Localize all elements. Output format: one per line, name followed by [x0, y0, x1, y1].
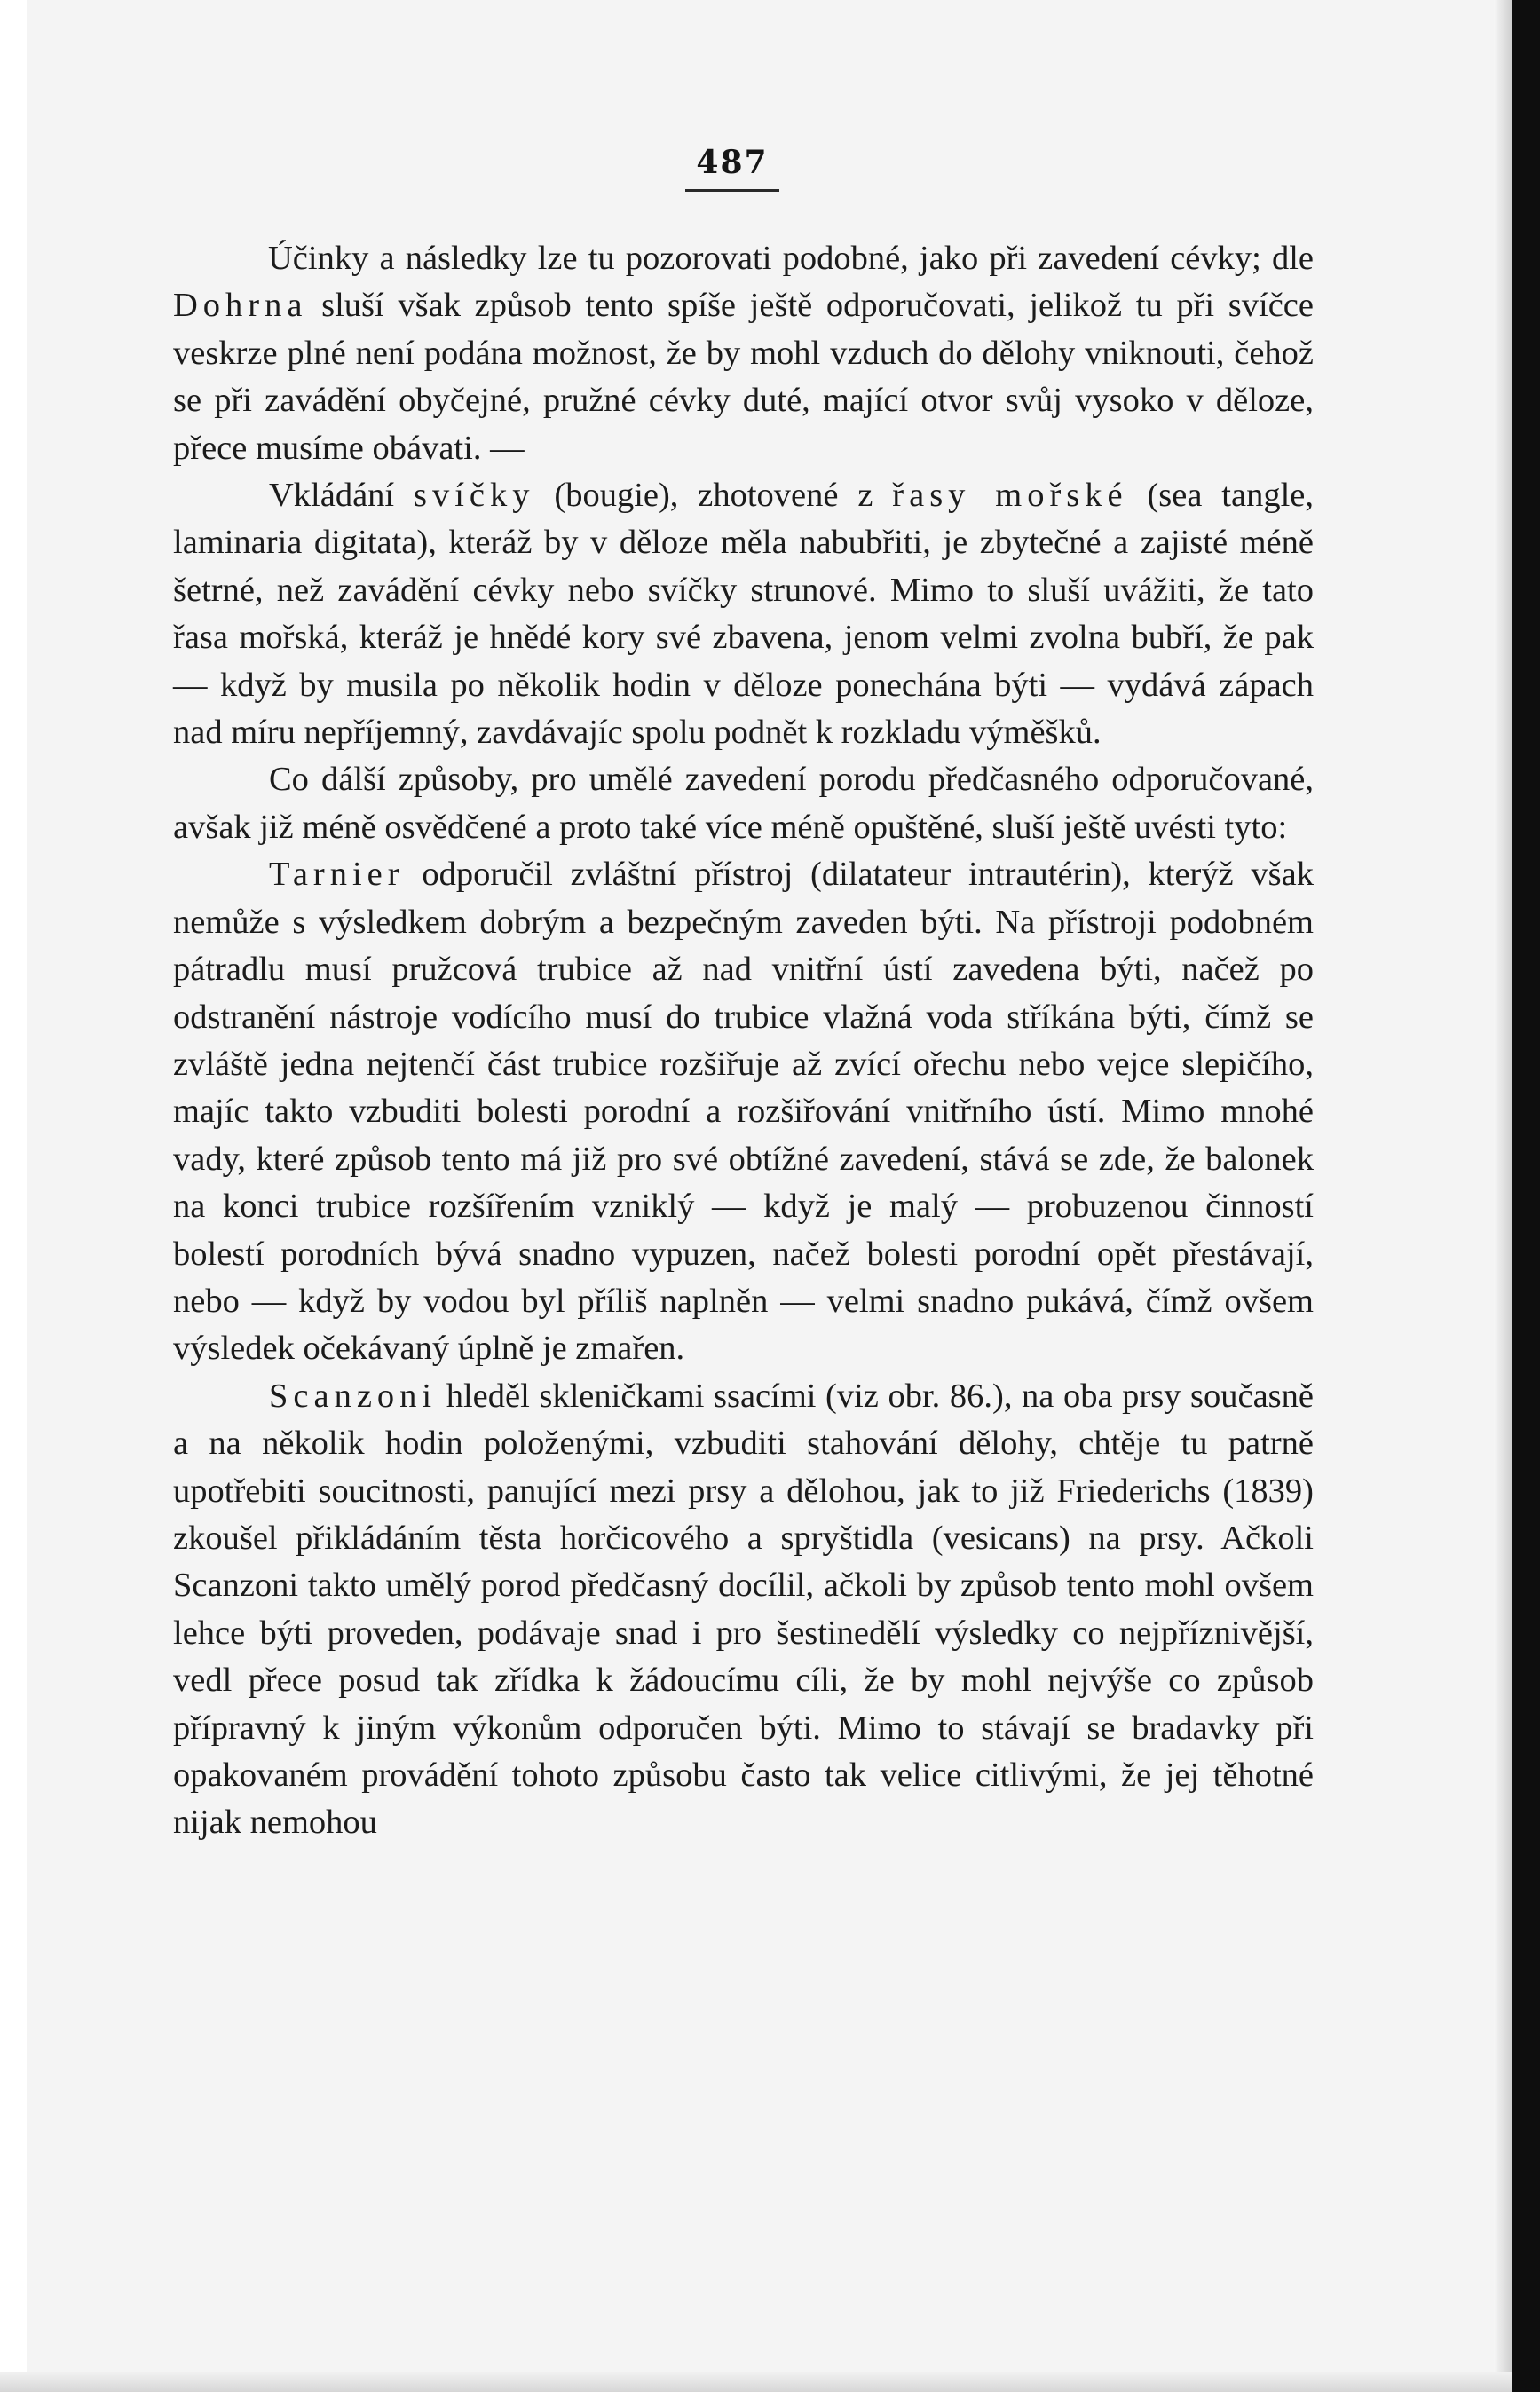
emphasis-svicky: svíčky: [413, 477, 535, 515]
text-segment: (sea tangle, laminaria digitata), kteráž by v děloze měla nabubřiti, je zbytečné a zajisté méně šetrné, než zavádění cévky nebo svíčky strunové. Mimo to sluší uvážiti, že tato řasa mořská, kteráž je hnědé kory své zbavena, jenom velmi zvolna bubří, že pak — když by musila po několik hodin v děloze ponechána býti — vydává zápach nad míru nepříjemný, zavdávajíc spolu podnět k rozkladu výměšků.: [173, 477, 1315, 752]
scan-left-margin: [0, 0, 27, 2392]
text-segment: Vkládání: [269, 477, 414, 515]
text-segment: Co dálší způsoby, pro umělé zavedení porodu předčasného odporučované, avšak již méně osvědčené a proto také více méně opuštěné, sluší ještě uvésti tyto:: [173, 761, 1314, 846]
text-segment: Účinky a následky lze tu pozorovati podobné, jako při zavedení cévky; dle: [268, 240, 1314, 277]
page-edge-shadow: [1494, 0, 1512, 2392]
author-name-tarnier: Tarnier: [269, 856, 405, 894]
page-number-rule: [685, 189, 779, 192]
paragraph-5: [173, 1373, 1314, 1847]
text-segment: odporučil zvláštní přístroj (dilatateur intrautérin), kterýž však nemůže s výsledkem dobrým a bezpečným zaveden býti. Na přístroji podobném pátradlu musí pružcová trubice až nad vnitřní ústí zavedena býti, načež po odstranění nástroje vodícího musí do trubice vlažná voda stříkána býti, čímž se zvláště jedna nejtenčí část trubice rozšiřuje až zvící ořechu nebo vejce slepičího, majíc takto vzbuditi bolesti porodní a rozšiřování vnitřního ústí. Mimo mnohé vady, které způsob tento má již pro své obtížné zavedení, stává se zde, že balonek na konci trubice rozšířením vzniklý — když je malý — probuzenou činností bolestí porodních bývá snadno vypuzen, načež bolesti porodní opět přestávají, nebo — když by vodou byl příliš naplněn — velmi snadno pukává, čímž ovšem výsledek očekávaný úplně je zmařen.: [173, 856, 1314, 1368]
scan-dark-border: [1512, 0, 1540, 2392]
paragraph-1: [173, 235, 1314, 472]
paragraph-4: [173, 851, 1314, 1372]
text-segment: sluší však způsob tento spíše ještě odporučovati, jelikož tu při svíčce veskrze plné není podána možnost, že by mohl vzduch do dělohy vniknouti, čehož se při zavádění obyčejné, pružné cévky duté, mající otvor svůj vysoko v děloze, přece musíme obávati. —: [173, 287, 1314, 467]
author-name-scanzoni: Scanzoni: [269, 1377, 438, 1415]
paragraph-3: [173, 756, 1314, 851]
body-text: [173, 235, 1314, 1847]
text-segment: (bougie), zhotovené z: [534, 477, 893, 515]
author-name-dohrn: Dohrna: [173, 287, 308, 325]
text-segment: hleděl skleničkami ssacími (viz obr. 86.), na oba prsy současně a na několik hodin položenými, vzbuditi stahování dělohy, chtěje tu patrně upotřebiti soucitnosti, panující mezi prsy a dělohou, jak to již Friederichs (1839) zkoušel přikládáním těsta horčicového a spryštidla (vesicans) na prsy. Ačkoli Scanzoni takto umělý porod předčasný docílil, ačkoli by způsob tento mohl ovšem lehce býti proveden, podávaje snad i pro šestinedělí výsledky co nejpříznivější, vedl přece posud tak zřídka k žádoucímu cíli, že by mohl nejvýše co způsob přípravný k jiným výkonům odporučen býti. Mimo to stávají se bradavky při opakovaném provádění tohoto způsobu často tak velice citlivými, že jej těhotné nijak nemohou: [173, 1377, 1314, 1842]
page-number: 487: [696, 144, 769, 181]
emphasis-rasy-morske: řasy mořské: [892, 477, 1128, 515]
scan-bottom-edge: [0, 2372, 1512, 2392]
paragraph-2: [173, 472, 1314, 756]
